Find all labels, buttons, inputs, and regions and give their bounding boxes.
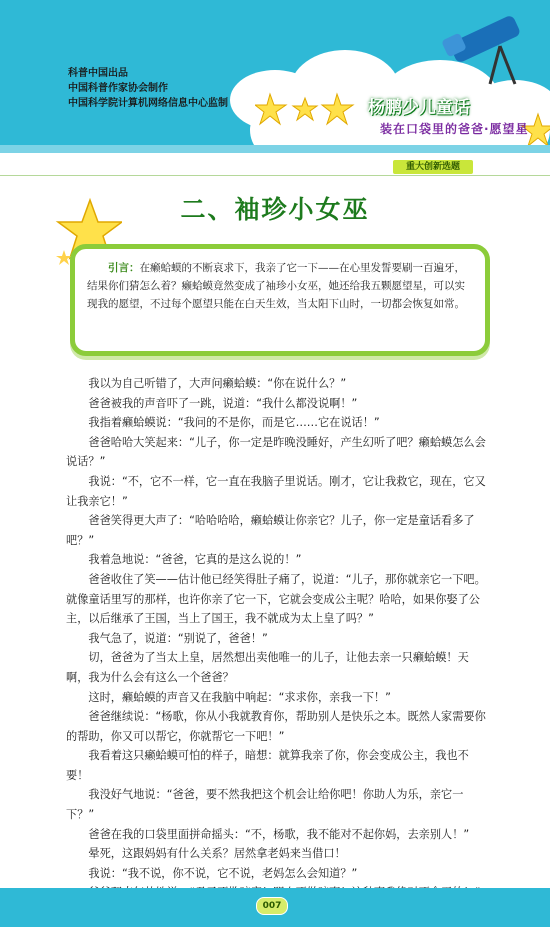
story-paragraph: 我指着癞蛤蟆说：“我问的不是你，而是它……它在说话！”	[88, 416, 380, 430]
story-paragraph: 我着急地说：“爸爸，它真的是这么说的！”	[88, 553, 302, 567]
series-title: 杨鹏少儿童话	[368, 98, 470, 118]
publisher-line: 科普中国出品	[68, 68, 128, 79]
badge-divider	[0, 175, 550, 176]
story-paragraph: 我气急了，说道：“别说了，爸爸！”	[88, 631, 268, 645]
story-paragraph: 爸爸收住了笑——估计他已经笑得肚子痛了，说道：“儿子，那你就亲它一下吧。就像童话里写的那样，也许你亲了它一下，它就会变成公主呢？哈哈，如果你娶了公主，以后继承了王国，当上了国王，我不就成为太上皇了吗？”	[66, 572, 486, 626]
innovation-badge: 重大创新选题	[393, 160, 473, 174]
story-paragraph: 爸爸哈哈大笑起来：“儿子，你一定是昨晚没睡好，产生幻听了吧？癞蛤蟆怎么会说话？”	[66, 435, 486, 469]
story-paragraph: 我看着这只癞蛤蟆可怕的样子，暗想：就算我亲了你，你会变成公主，我也不要！	[66, 749, 469, 782]
chapter-title: 二、袖珍小女巫	[180, 195, 370, 224]
story-paragraph: 爸爸笑得更大声了：“哈哈哈哈，癞蛤蟆让你亲它？儿子，你一定是童话看多了吧？”	[66, 514, 475, 547]
intro-paragraph	[87, 259, 473, 313]
story-paragraph: 晕死，这跟妈妈有什么关系？居然拿老妈来当借口！	[88, 847, 346, 861]
publisher-line: 中国科学院计算机网络信息中心监制	[68, 98, 228, 109]
story-paragraph: 爸爸继续说：“杨歌，你从小我就教育你，帮助别人是快乐之本。既然人家需要你的帮助，你又可以帮它，你就帮它一下吧！”	[66, 710, 486, 743]
story-paragraph: 爸爸在我的口袋里面拼命摇头：“不，杨歌，我不能对不起你妈，去亲别人！”	[88, 827, 470, 841]
stars-decoration-icon	[255, 92, 365, 132]
intro-label: 引言：	[108, 262, 140, 274]
story-paragraph: 这时，癞蛤蟆的声音又在我脑中响起：“求求你，亲我一下！”	[88, 690, 391, 704]
telescope-icon	[440, 6, 540, 86]
story-paragraph: 爸爸被我的声音吓了一跳，说道：“我什么都没说啊！”	[88, 396, 358, 410]
series-subtitle: 装在口袋里的爸爸·愿望星	[380, 122, 529, 136]
story-paragraph: 我说：“不，它不一样，它一直在我脑子里说话。刚才，它让我救它，现在，它又让我亲它！”	[66, 474, 486, 508]
story-paragraph: 我没好气地说：“爸爸，要不然我把这个机会让给你吧！你助人为乐，亲它一下？”	[66, 788, 464, 822]
header-banner	[0, 0, 550, 150]
header-divider	[0, 145, 550, 153]
story-paragraph: 我以为自己听错了，大声问癞蛤蟆：“你在说什么？”	[88, 377, 347, 390]
publisher-credits	[68, 66, 228, 111]
intro-text: 在癞蛤蟆的不断哀求下，我亲了它一下——在心里发誓要刷一百遍牙，结果你们猜怎么着？癞蛤蟆竟然变成了袖珍小女巫，她还给我五颗愿望星，可以实现我的愿望，不过每个愿望只能在白天生效，当太阳下山时，一切都会恢复如常。	[87, 262, 465, 310]
page-number: 007	[256, 897, 288, 915]
story-paragraph: 我说：“我不说，你不说，它不说，老妈怎么会知道？”	[88, 866, 358, 880]
story-paragraph: 切，爸爸为了当太上皇，居然想出卖他唯一的儿子，让他去亲一只癞蛤蟆！天啊，我为什么会有这么一个爸爸？	[66, 651, 469, 684]
intro-box	[70, 244, 490, 356]
publisher-line: 中国科普作家协会制作	[68, 83, 168, 94]
story-body	[66, 374, 486, 903]
